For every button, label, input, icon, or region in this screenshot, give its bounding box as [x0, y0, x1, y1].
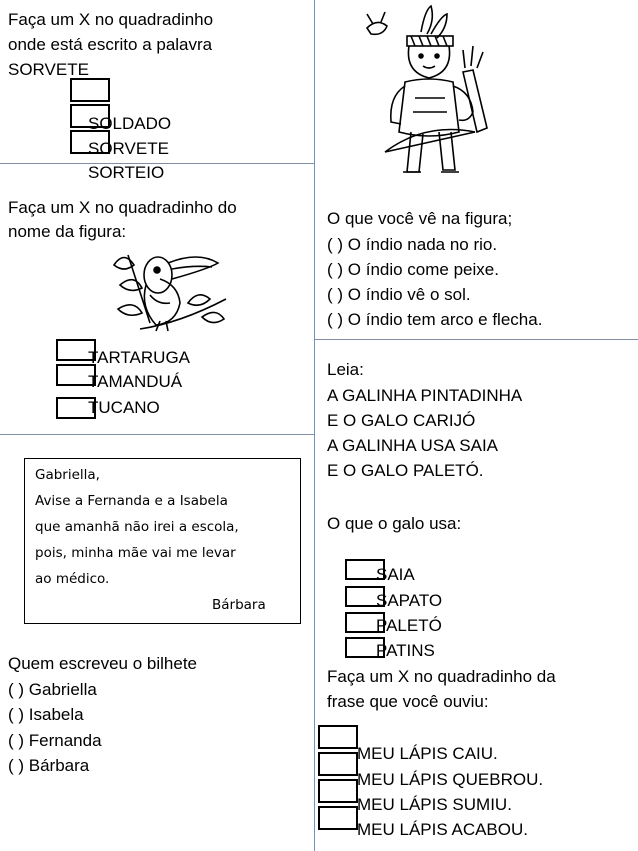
q5-option-3: PALETÓ — [376, 616, 442, 635]
q1-instruction-line-2: onde está escrito a palavra — [8, 35, 213, 54]
q6-checkbox-4[interactable] — [318, 806, 358, 830]
poem-line-1: Leia: — [327, 360, 364, 379]
q3-question: Quem escreveu o bilhete — [8, 654, 197, 673]
divider-right-1 — [314, 339, 638, 340]
divider-left-2 — [0, 434, 314, 435]
poem-line-5: E O GALO PALETÓ. — [327, 461, 484, 480]
q4-option-4[interactable]: ( ) O índio tem arco e flecha. — [327, 310, 543, 329]
q2-instruction-line-2: nome da figura: — [8, 222, 127, 241]
q4-option-2[interactable]: ( ) O índio come peixe. — [327, 260, 499, 279]
column-divider — [314, 0, 315, 851]
q3-option-4[interactable]: ( ) Bárbara — [8, 756, 90, 775]
note-line-5: ao médico. — [35, 571, 110, 587]
note-line-3: que amanhã não irei a escola, — [35, 519, 239, 535]
note-signature: Bárbara — [212, 597, 266, 613]
q3-option-1[interactable]: ( ) Gabriella — [8, 680, 97, 699]
q5-option-4: PATINS — [376, 641, 435, 660]
q6-option-2: MEU LÁPIS QUEBROU. — [357, 770, 544, 789]
q1-instruction-line-1: Faça um X no quadradinho — [8, 10, 214, 29]
q1-checkbox-1[interactable] — [70, 78, 110, 102]
q4-option-1[interactable]: ( ) O índio nada no rio. — [327, 235, 498, 254]
note-line-2: Avise a Fernanda e a Isabela — [35, 493, 228, 509]
q6-option-4: MEU LÁPIS ACABOU. — [357, 820, 528, 839]
q2-option-2: TAMANDUÁ — [88, 372, 183, 391]
q1-option-1: SOLDADO — [88, 114, 172, 133]
q3-option-3[interactable]: ( ) Fernanda — [8, 731, 102, 750]
q6-checkbox-3[interactable] — [318, 779, 358, 803]
q4-question: O que você vê na figura; — [327, 209, 513, 228]
q6-option-1: MEU LÁPIS CAIU. — [357, 744, 498, 763]
q1-option-3: SORTEIO — [88, 163, 165, 182]
q1-instruction-line-3: SORVETE — [8, 60, 89, 79]
q6-instruction-line-2: frase que você ouviu: — [327, 692, 489, 711]
poem-line-2: A GALINHA PINTADINHA — [327, 386, 523, 405]
q2-option-3: TUCANO — [88, 398, 160, 417]
q2-instruction-line-1: Faça um X no quadradinho do — [8, 198, 237, 217]
q6-instruction-line-1: Faça um X no quadradinho da — [327, 667, 556, 686]
q5-option-1: SAIA — [376, 565, 415, 584]
q2-option-1: TARTARUGA — [88, 348, 191, 367]
note-line-4: pois, minha mãe vai me levar — [35, 545, 236, 561]
poem-line-3: E O GALO CARIJÓ — [327, 411, 476, 430]
q3-option-2[interactable]: ( ) Isabela — [8, 705, 84, 724]
q5-question: O que o galo usa: — [327, 514, 462, 533]
q1-option-2: SORVETE — [88, 139, 169, 158]
q4-option-3[interactable]: ( ) O índio vê o sol. — [327, 285, 471, 304]
q6-checkbox-1[interactable] — [318, 725, 358, 749]
q6-checkbox-2[interactable] — [318, 752, 358, 776]
poem-line-4: A GALINHA USA SAIA — [327, 436, 499, 455]
q6-option-3: MEU LÁPIS SUMIU. — [357, 795, 512, 814]
note-line-1: Gabriella, — [35, 467, 100, 483]
q5-option-2: SAPATO — [376, 591, 443, 610]
indian-boy-icon — [345, 2, 515, 182]
toucan-icon — [110, 225, 230, 335]
